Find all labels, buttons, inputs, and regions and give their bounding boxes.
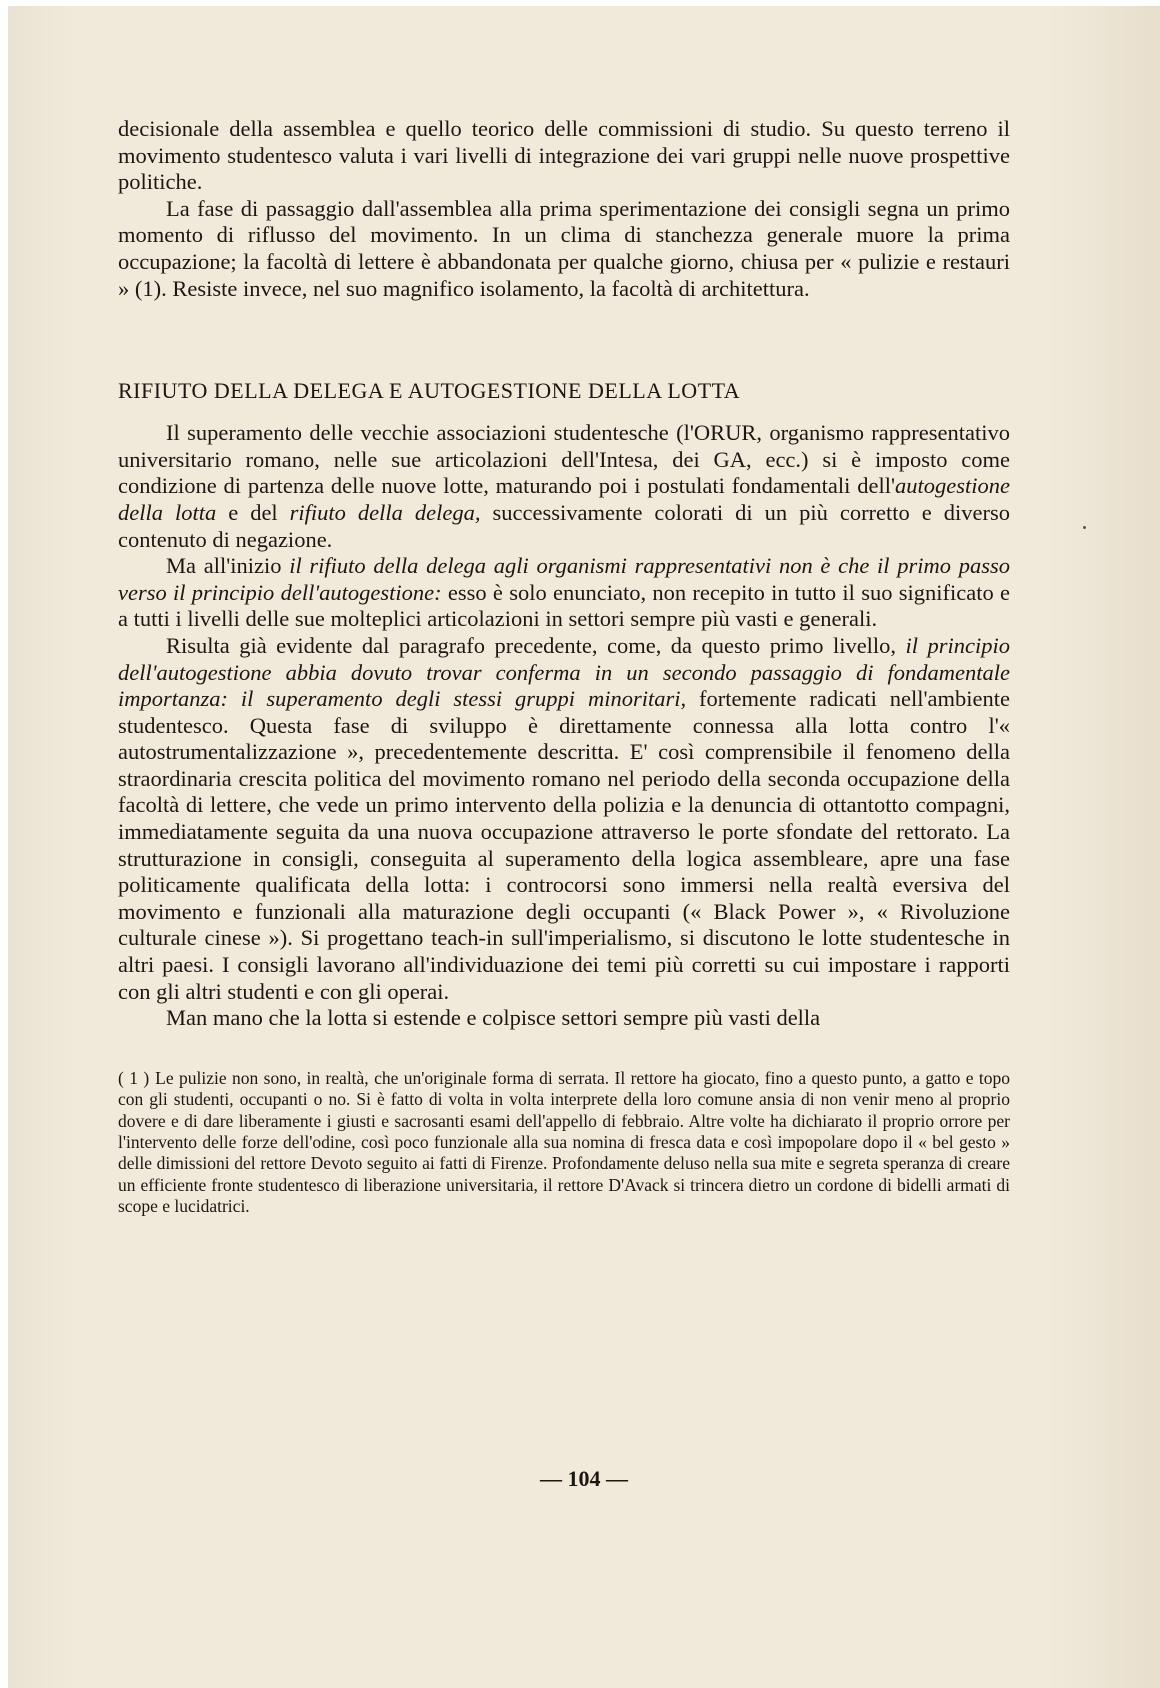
- print-speck: [1083, 526, 1086, 529]
- paragraph-superamento: [118, 420, 1010, 553]
- text-column: [118, 116, 1010, 1218]
- paragraph-risulta-text-1: Risulta già evidente dal paragrafo precedente, come, da questo primo livello,: [166, 632, 906, 658]
- paragraph-risulta: [118, 633, 1010, 1005]
- paragraph-superamento-text-2: e del: [216, 499, 290, 525]
- footnote-text: Le pulizie non sono, in realtà, che un'originale forma di serrata. Il rettore ha giocato, fino a questo punto, a gatto e topo con gli studenti, occupanti o no. Si è fatto di volta in volta interprete della loro comune ansia di non venir meno al proprio dovere e di dare liberamente i giusti e sacrosanti esami dell'appello di febbraio. Altre volte ha dichiarato il proprio orrore per l'intervento delle forze dell'odine, così poco funzionale alla sua nomina di fresca data e così impopolare dopo il « bel gesto » delle dimissioni del rettore Devoto seguito ai fatti di Firenze. Profondamente deluso nella sua mite e segreta speranza di creare un efficiente fronte studentesco di liberazione universitaria, il rettore D'Avack si trincera dietro un cordone di bidelli armati di scope e lucidatrici.: [118, 1067, 1010, 1217]
- italic-rifiuto-delega: rifiuto della delega,: [289, 499, 481, 525]
- footnote: [118, 1068, 1010, 1218]
- paragraph-rifiuto-text-2: esso è solo enunciato, non recepito in tutto il suo significato e a tutti i livelli delle sue molteplici articolazioni in settori sempre più vasti e generali.: [118, 579, 1010, 632]
- opening-paragraph: decisionale della assemblea e quello teorico delle commissioni di studio. Su questo terreno il movimento studentesco valuta i vari livelli di integrazione dei vari gruppi nelle nuove prospettive politiche.: [118, 116, 1010, 195]
- paragraph-superamento-text-3: successivamente colorati di un più corretto e diverso contenuto di negazione.: [118, 499, 1010, 552]
- book-page: [8, 6, 1160, 1688]
- italic-autogestione: autogestione della lotta: [118, 473, 1010, 525]
- paragraph-riflusso: La fase di passaggio dall'assemblea alla prima sperimentazione dei consigli segna un primo momento di riflusso del movimento. In un clima di stanchezza generale muore la prima occupazione; la facoltà di lettere è abbandonata per qualche giorno, chiusa per « pulizie e restauri » (1). Resiste invece, nel suo magnifico isolamento, la facoltà di architettura.: [118, 195, 1010, 301]
- paragraph-rifiuto: [118, 553, 1010, 633]
- italic-primo-passo: il rifiuto della delega agli organismi rappresentativi non è che il primo passo verso il principio dell'autogestione:: [118, 553, 1010, 605]
- page-number: — 104 —: [540, 1466, 628, 1491]
- paragraph-man-mano: Man mano che la lotta si estende e colpisce settori sempre più vasti della: [166, 1005, 821, 1031]
- paragraph-rifiuto-text-1: Ma all'inizio: [166, 553, 290, 579]
- footnote-mark: ( 1 ): [118, 1067, 150, 1088]
- section-heading: RIFIUTO DELLA DELEGA E AUTOGESTIONE DELLA LOTTA: [118, 378, 741, 404]
- paragraph-superamento-text-1: Il superamento delle vecchie associazioni studentesche (l'ORUR, organismo rappresentativo universitario romano, nelle sue articolazioni dell'Intesa, dei GA, ecc.) si è imposto come condizione di partenza delle nuove lotte, maturando poi i postulati fondamentali dell': [118, 420, 1010, 499]
- italic-principio: il principio dell'autogestione abbia dovuto trovar conferma in un secondo passaggio di fondamentale importanza: il superamento degli stessi gruppi minoritari,: [118, 632, 1010, 712]
- paragraph-risulta-text-2: fortemente radicati nell'ambiente studentesco. Questa fase di sviluppo è direttamente connessa alla lotta contro l'« autostrumentalizzazione », precedentemente descritta. E' così comprensibile il fenomeno della straordinaria crescita politica del movimento romano nel periodo della seconda occupazione della facoltà di lettere, che vede un primo intervento della polizia e la denuncia di ottantotto compagni, immediatamente seguita da una nuova occupazione attraverso le porte sfondate del rettorato. La strutturazione in consigli, conseguita al superamento della logica assembleare, apre una fase politicamente qualificata della lotta: i controcorsi sono immersi nella realtà eversiva del movimento e funzionali alla maturazione degli occupanti (« Black Power », « Rivoluzione culturale cinese »). Si progettano teach-in sull'imperialismo, si discutono le lotte studentesche in altri paesi. I consigli lavorano all'individuazione dei temi più corretti su cui impostare i rapporti con gli altri studenti e con gli operai.: [118, 686, 1010, 1004]
